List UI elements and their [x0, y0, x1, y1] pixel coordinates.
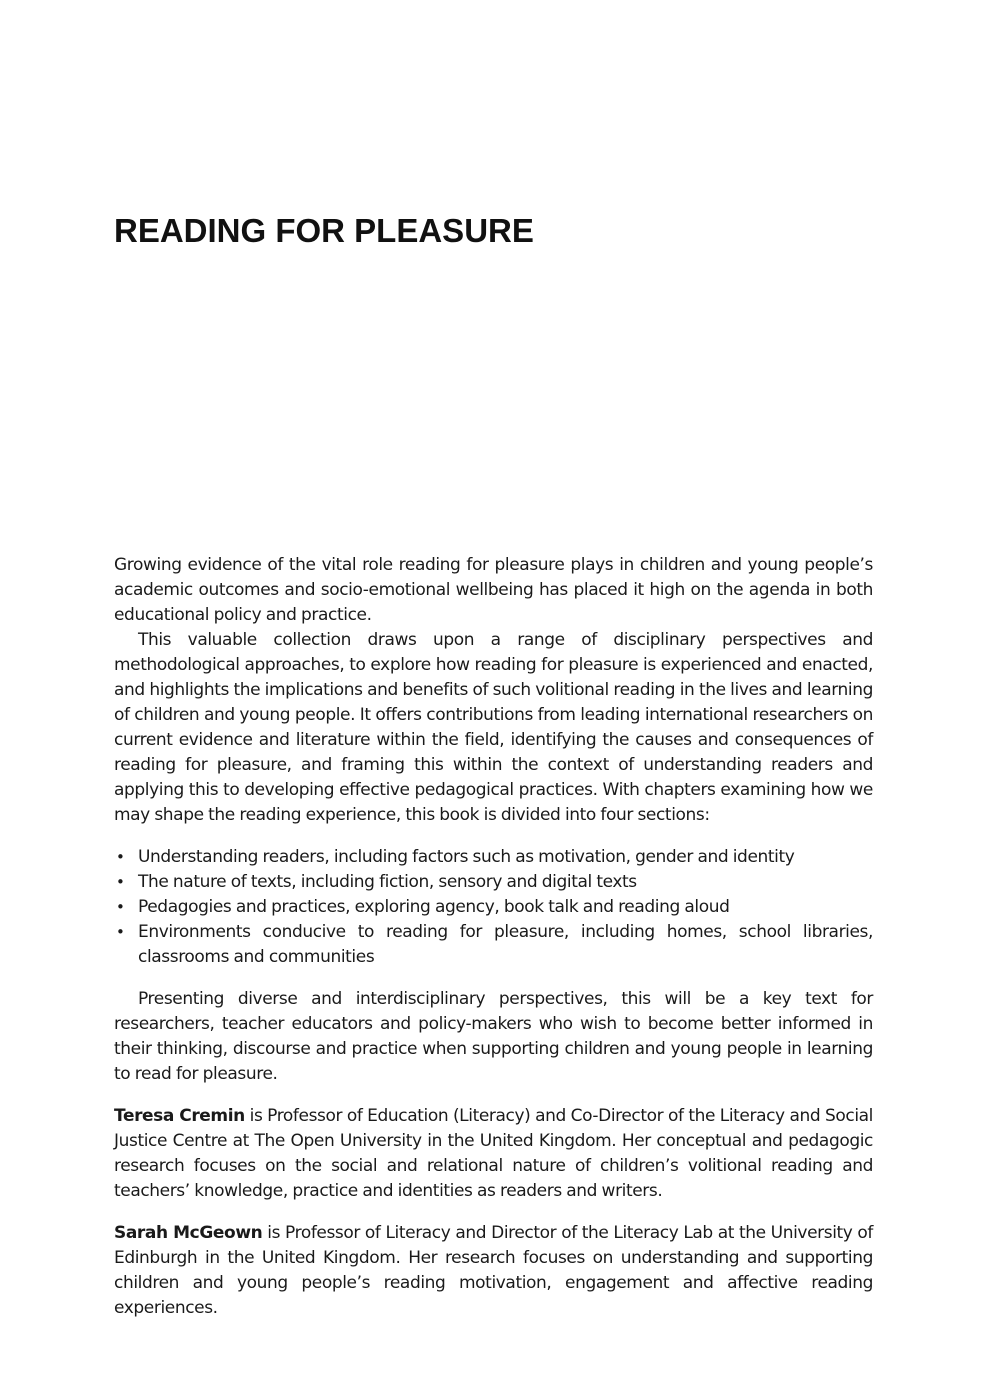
collection-paragraph: This valuable collection draws upon a range of disciplinary perspectives and methodological approaches, to explore how reading for pleasure is experienced and enacted, and highlights the implications and benefits of such volitional reading in the lives and learning of children and young people. It offers contributions from leading international researchers on current evidence and literature within the field, identifying the causes and consequences of reading for pleasure, and framing this within the context of understanding readers and applying this to developing effective pedagogical practices. With chapters examining how we may shape the reading experience, this book is divided into four sections:: [114, 630, 873, 825]
list-item-text: Understanding readers, including factors such as motivation, gender and identity: [138, 847, 795, 867]
author-bio-mcgeown: [114, 1221, 873, 1321]
author-name: Teresa Cremin: [114, 1106, 245, 1126]
spacer: [114, 1087, 873, 1104]
spacer: [114, 828, 873, 845]
bullet-icon: •: [116, 898, 125, 916]
list-item-text: Pedagogies and practices, exploring agency, book talk and reading aloud: [138, 897, 730, 917]
list-item: [114, 845, 873, 870]
author-bio-cremin: [114, 1104, 873, 1204]
bullet-icon: •: [116, 923, 125, 941]
author-bio-text: is Professor of Education (Literacy) and Co-Director of the Literacy and Social Justice Centre at The Open University in the United Kingdom. Her conceptual and pedagogic research focuses on the social and relational nature of children’s volitional reading and teachers’ knowledge, practice and identities as readers and writers.: [114, 1106, 873, 1201]
blurb-body: [114, 553, 873, 1321]
spacer: [114, 970, 873, 987]
list-item: [114, 870, 873, 895]
presenting-paragraph: Presenting diverse and interdisciplinary perspectives, this will be a key text for researchers, teacher educators and policy-makers who wish to become better informed in their thinking, discourse and practice when supporting children and young people in learning to read for pleasure.: [114, 989, 873, 1084]
bullet-icon: •: [116, 848, 125, 866]
bullet-icon: •: [116, 873, 125, 891]
spacer: [114, 1204, 873, 1221]
list-item-text: The nature of texts, including fiction, sensory and digital texts: [138, 872, 637, 892]
author-name: Sarah McGeown: [114, 1223, 263, 1243]
author-bio-text: is Professor of Literacy and Director of the Literacy Lab at the University of Edinburgh in the United Kingdom. Her research focuses on understanding and supporting children and young people’s reading motivation, engagement and affective reading experiences.: [114, 1223, 873, 1318]
list-item-text: Environments conducive to reading for pleasure, including homes, school libraries, classrooms and communities: [138, 922, 873, 967]
page-title: READING FOR PLEASURE: [114, 212, 534, 249]
list-item: [114, 895, 873, 920]
intro-paragraph: Growing evidence of the vital role reading for pleasure plays in children and young people’s academic outcomes and socio-emotional wellbeing has placed it high on the agenda in both educational policy and practice.: [114, 555, 873, 625]
list-item: [114, 920, 873, 970]
sections-list: [114, 845, 873, 970]
